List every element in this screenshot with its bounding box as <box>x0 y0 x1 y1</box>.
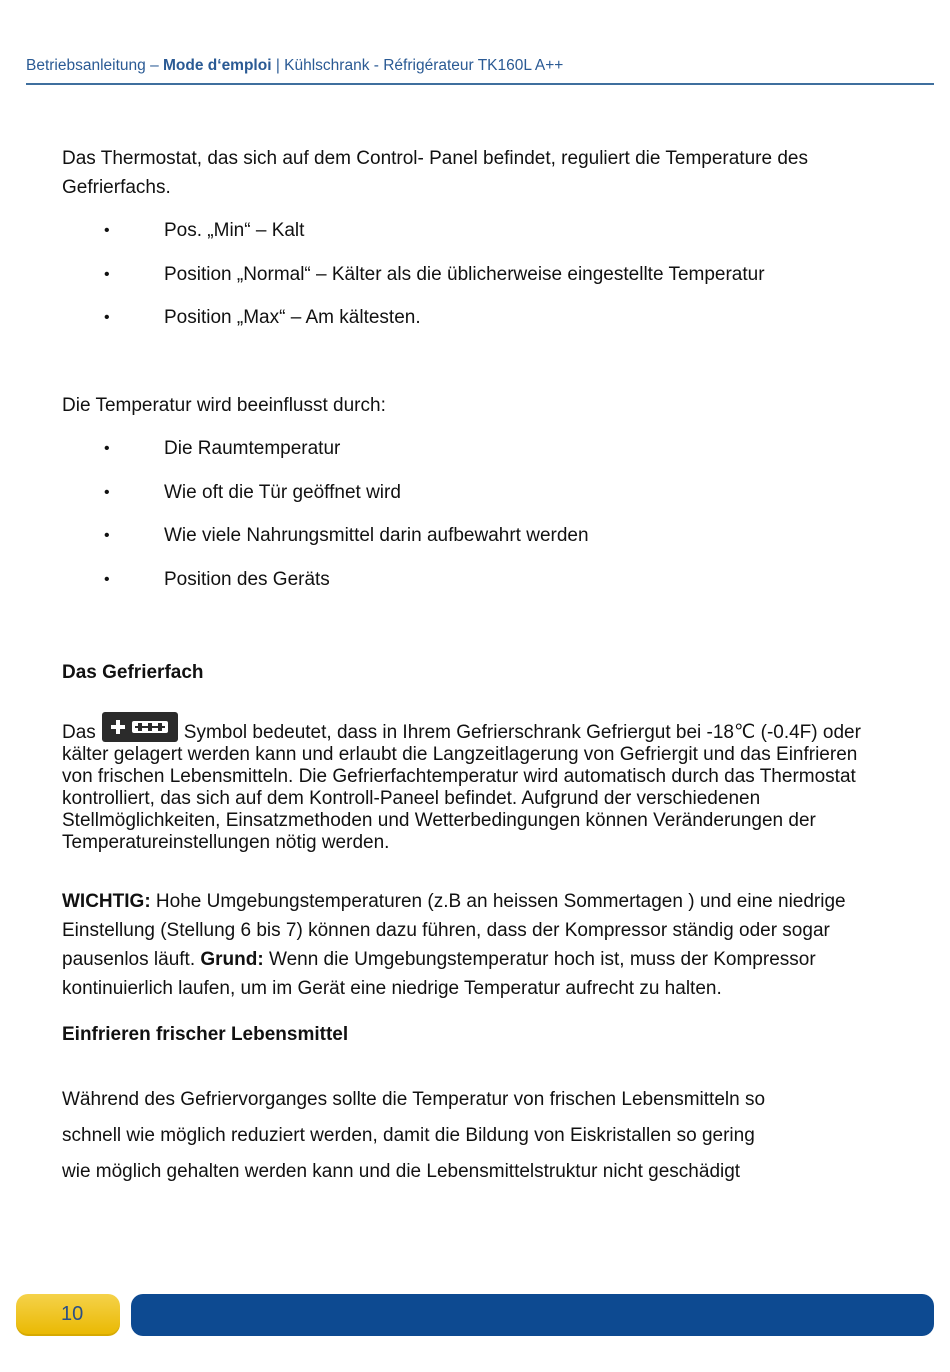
important-line-1: Hohe Umgebungstemperaturen (z.B an heissen Sommertagen ) und eine niedrige <box>150 891 846 912</box>
bullet-icon: • <box>104 265 110 283</box>
reason-label: Grund: <box>200 949 264 970</box>
freezer-line-1-end: Symbol bedeutet, dass in Ihrem Gefrierschrank Gefriergut bei -18℃ (-0.4F) oder <box>183 722 861 743</box>
bullet-icon: • <box>104 570 110 588</box>
header-title-part2: | Kühlschrank - Réfrigérateur TK160L A++ <box>271 57 564 74</box>
important-label: WICHTIG: <box>62 891 151 912</box>
freezer-line-4: kontrolliert, das sich auf dem Kontroll-Paneel befindet. Aufgrund der verschiedenen <box>62 788 761 809</box>
important-line-4: kontinuierlich laufen, um im Gerät eine niedrige Temperatur aufrecht zu halten. <box>62 978 722 999</box>
footer-bar <box>131 1294 934 1336</box>
important-line-3-rest: Wenn die Umgebungstemperatur hoch ist, muss der Kompressor <box>263 949 816 970</box>
influence-intro: Die Temperatur wird beeinflusst durch: <box>62 395 386 416</box>
freezer-line-5: Stellmöglichkeiten, Einsatzmethoden und Wetterbedingungen können Veränderungen der <box>62 810 816 831</box>
section-heading-fresh-food: Einfrieren frischer Lebensmittel <box>62 1024 349 1045</box>
important-line-3-start: pausenlos läuft. <box>62 949 201 970</box>
freezer-line-2: kälter gelagert werden kann und erlaubt die Langzeitlagerung von Gefriergit und das Einfrieren <box>62 744 858 765</box>
fresh-line-1: Während des Gefriervorganges sollte die Temperatur von frischen Lebensmitteln so <box>62 1089 766 1110</box>
header-title-part1: Betriebsanleitung – <box>26 57 164 74</box>
fresh-food-paragraph <box>62 1082 765 1190</box>
bullet-icon: • <box>104 222 110 239</box>
freezer-line-1-start: Das <box>62 722 96 743</box>
page-number-badge <box>16 1294 120 1336</box>
fresh-line-3: wie möglich gehalten werden kann und die Lebensmittelstruktur nicht geschädigt <box>62 1161 741 1182</box>
freezer-line-6: Temperatureinstellungen nötig werden. <box>62 832 390 853</box>
bullet-icon: • <box>104 483 110 501</box>
bullet-icon: • <box>104 309 110 326</box>
header-divider <box>26 83 934 85</box>
freezer-paragraph <box>62 712 892 854</box>
important-line-2: Einstellung (Stellung 6 bis 7) können dazu führen, dass der Kompressor ständig oder sogar <box>62 920 830 941</box>
bullet-icon: • <box>104 440 110 457</box>
intro-line-2: Gefrierfachs. <box>62 177 171 198</box>
section-heading-freezer: Das Gefrierfach <box>62 662 204 683</box>
bullet-icon: • <box>104 527 110 544</box>
page-number: 10 <box>61 1303 84 1325</box>
page-header <box>26 57 932 75</box>
intro-paragraph <box>62 144 808 202</box>
intro-line-1: Das Thermostat, das sich auf dem Control- Panel befindet, reguliert die Temperature des <box>62 148 808 169</box>
fresh-line-2: schnell wie möglich reduziert werden, damit die Bildung von Eiskristallen so gering <box>62 1125 755 1146</box>
important-paragraph <box>62 887 902 1003</box>
header-title-mode: Mode d‘emploi <box>163 57 272 74</box>
freezer-line-3: von frischen Lebensmitteln. Die Gefrierfachtemperatur wird automatisch durch das Thermostat <box>62 766 856 787</box>
freezer-star-symbol-icon <box>102 712 178 742</box>
